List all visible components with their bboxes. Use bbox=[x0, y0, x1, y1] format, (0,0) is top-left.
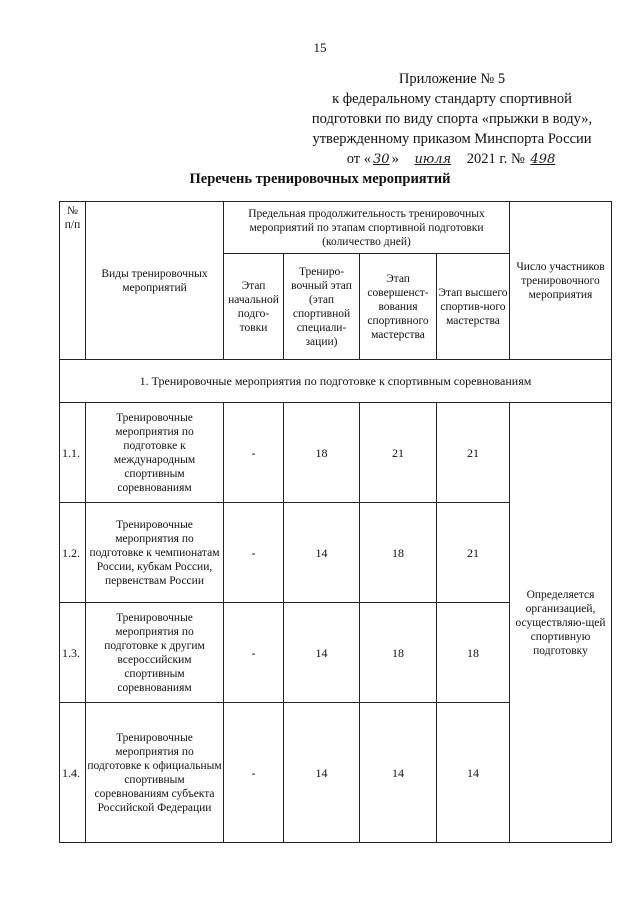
appendix-line: утвержденному приказом Минспорта России bbox=[312, 131, 592, 147]
row-stage-training: 14 bbox=[284, 603, 360, 703]
row-stage-initial: - bbox=[224, 503, 284, 603]
row-stage-training: 14 bbox=[284, 703, 360, 843]
appendix-block bbox=[292, 69, 612, 170]
row-stage-initial: - bbox=[224, 603, 284, 703]
date-prefix: от « bbox=[346, 151, 372, 167]
appendix-line: к федеральному стандарту спортивной bbox=[332, 91, 572, 107]
header-stage-higher: Этап высшего спортив-ного мастерства bbox=[437, 254, 510, 360]
appendix-date-line bbox=[292, 149, 612, 170]
header-activity: Виды тренировочных мероприятий bbox=[86, 202, 224, 360]
date-mid: » bbox=[391, 151, 399, 167]
document-title: Перечень тренировочных мероприятий bbox=[189, 171, 451, 187]
row-stage-higher: 21 bbox=[437, 403, 510, 503]
row-stage-improvement: 14 bbox=[360, 703, 437, 843]
participants-value: Определяется организацией, осуществляю-щей спортивную подготовку bbox=[510, 403, 612, 843]
row-stage-higher: 21 bbox=[437, 503, 510, 603]
row-stage-improvement: 21 bbox=[360, 403, 437, 503]
training-events-table bbox=[59, 201, 612, 843]
appendix-title: Приложение № 5 bbox=[398, 71, 506, 87]
row-name: Тренировочные мероприятия по подготовке к чемпионатам России, кубкам России, первенствам России bbox=[86, 503, 224, 603]
row-name: Тренировочные мероприятия по подготовке к другим всероссийским спортивным соревнованиям bbox=[86, 603, 224, 703]
row-name: Тренировочные мероприятия по подготовке к международным спортивным соревнованиям bbox=[86, 403, 224, 503]
appendix-line: подготовки по виду спорта «прыжки в воду», bbox=[311, 111, 593, 127]
row-stage-improvement: 18 bbox=[360, 503, 437, 603]
row-stage-improvement: 18 bbox=[360, 603, 437, 703]
header-stage-training: Трениро-вочный этап (этап спортивной специали-зации) bbox=[284, 254, 360, 360]
date-month-handwritten: июля bbox=[414, 152, 452, 167]
table-row bbox=[60, 403, 612, 503]
row-stage-training: 18 bbox=[284, 403, 360, 503]
row-stage-higher: 14 bbox=[437, 703, 510, 843]
header-stage-improvement: Этап совершенст-вования спортивного мастерства bbox=[360, 254, 437, 360]
date-day-handwritten: 30 bbox=[373, 152, 390, 167]
header-participants: Число участников тренировочного мероприятия bbox=[510, 202, 612, 360]
row-name: Тренировочные мероприятия по подготовке к официальным спортивным соревнованиям субъекта Российской Федерации bbox=[86, 703, 224, 843]
row-stage-initial: - bbox=[224, 703, 284, 843]
row-num: 1.4. bbox=[60, 703, 86, 843]
row-num: 1.3. bbox=[60, 603, 86, 703]
row-num: 1.1. bbox=[60, 403, 86, 503]
order-number-handwritten: 498 bbox=[530, 152, 556, 167]
row-stage-training: 14 bbox=[284, 503, 360, 603]
row-stage-initial: - bbox=[224, 403, 284, 503]
date-year: 2021 г. № bbox=[466, 151, 525, 167]
row-num: 1.2. bbox=[60, 503, 86, 603]
header-duration-group: Предельная продолжительность тренировочных мероприятий по этапам спортивной подготовки (количество дней) bbox=[224, 202, 510, 254]
page-number: 15 bbox=[313, 40, 327, 55]
section-title: 1. Тренировочные мероприятия по подготовке к спортивным соревнованиям bbox=[60, 360, 612, 403]
header-stage-initial: Этап начальной подго-товки bbox=[224, 254, 284, 360]
header-num: № п/п bbox=[60, 202, 86, 360]
row-stage-higher: 18 bbox=[437, 603, 510, 703]
